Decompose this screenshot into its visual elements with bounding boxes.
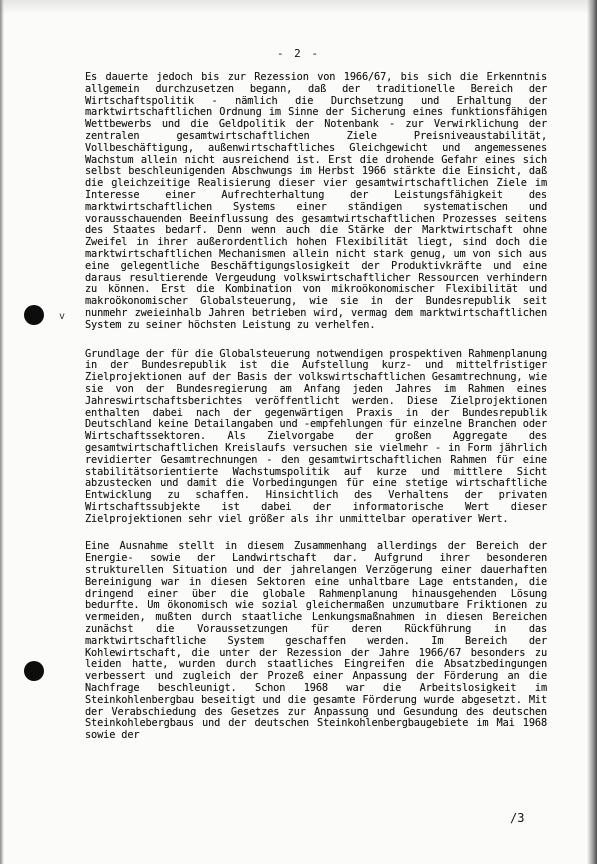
paragraph-1: Es dauerte jedoch bis zur Rezession von 1966/67, bis sich die Erkenntnis allgemein durchzusetzen begann, daß der traditionelle Bereich der Wirtschaftspolitik - nämlich die Durchsetzung und Erhaltung der marktwirtschaftlichen Ordnung im Sinne der Sicherung eines funktionsfähigen Wettbewerbs und die Geldpolitik der Notenbank - zur Verwirklichung der zentralen gesamtwirtschaftlichen Ziele Preisniveaustabilität, Vollbeschäftigung, außenwirtschaftliches Gleichgewicht und angemessenes Wachstum allein nicht ausreichend ist. Erst die drohende Gefahr eines sich selbst beschleunigenden Abschwungs im Herbst 1966 stärkte die Einsicht, daß die gleichzeitige Realisierung dieser vier gesamtwirtschaftlichen Ziele im Interesse einer Aufrechterhaltung der Leistungsfähigkeit des marktwirtschaftlichen Systems einer ständigen systematischen und vorausschauenden Beeinflussung des gesamtwirtschaftlichen Prozesses seitens des Staates bedarf. Denn wenn auch die Stärke der Marktwirtschaft ohne Zweifel in ihrer außerordentlich hohen Flexibilität liegt, sind doch die marktwirtschaftlichen Mechanismen allein nicht stark genug, um von sich aus eine gelegentliche Beschäftigungslosigkeit der Produktivkräfte und eine daraus resultierende Vergeudung volkswirtschaftlicher Ressourcen verhindern zu können. Erst die Kombination von mikroökonomischer Flexibilität und makroökonomischer Globalsteuerung, wie sie in der Bundesrepublik seit nunmehr zweieinhalb Jahren betrieben wird, vermag dem marktwirtschaftlichen System zu seiner höchsten Leistung zu verhelfen. (85, 71, 547, 331)
margin-mark: v (59, 311, 66, 322)
punch-hole-icon (24, 661, 44, 681)
scan-shadow-right (587, 0, 597, 864)
paragraph-3: Eine Ausnahme stellt in diesem Zusammenhang allerdings der Bereich der Energie- sowie der Landwirtschaft dar. Aufgrund ihrer besonderen strukturellen Situation und der jahrelangen Verzögerung einer dauerhaften Bereinigung war in diesen Sektoren eine unhaltbare Lage entstanden, die dringend einer über die globale Rahmenplanung hinausgehenden Lösung bedurfte. Um ökonomisch wie sozial gleichermaßen unzumutbare Friktionen zu vermeiden, mußten durch staatliche Lenkungsmaßnahmen in diesen Bereichen zunächst die Voraussetzungen für deren Rückführung in das marktwirtschaftliche System geschaffen werden. Im Bereich der Kohlewirtschaft, die unter der Rezession der Jahre 1966/67 besonders zu leiden hatte, wurden durch staatliches Eingreifen die Absatzbedingungen verbessert und zugleich der Prozeß einer Anpassung der Förderung an die Nachfrage beschleunigt. Schon 1968 war die Arbeitslosigkeit im Steinkohlenbergbau beseitigt und die gesamte Förderung wurde abgesetzt. Mit der Verabschiedung des Gesetzes zur Anpassung und Gesundung des deutschen Steinkohlebergbaus und der deutschen Steinkohlenbergbaugebiete im Mai 1968 sowie der (85, 540, 547, 742)
continuation-marker: /3 (510, 811, 525, 825)
scan-shadow-left (0, 0, 4, 864)
body-text (85, 72, 547, 759)
page-number: - 2 - (276, 47, 321, 60)
paragraph-2: Grundlage der für die Globalsteuerung notwendigen prospektiven Rahmenplanung in der Bundesrepublik ist die Aufstellung kurz- und mittelfristiger Zielprojektionen auf der Basis der volkswirtschaftlichen Gesamtrechnung, wie sie von der Bundesregierung am Anfang jeden Jahres im Rahmen eines Jahreswirtschaftsberichtes veröffentlicht werden. Diese Zielprojektionen enthalten dabei nach der gegenwärtigen Praxis in der Bundesrepublik Deutschland keine Detailangaben und -empfehlungen für einzelne Branchen oder Wirtschaftssektoren. Als Zielvorgabe der großen Aggregate des gesamtwirtschaftlichen Kreislaufs versuchen sie vielmehr - in Form jährlich revidierter Gesamtrechnungen - den gesamtwirtschaftlichen Rahmen für eine stabilitätsorientierte Wachstumspolitik auf kurze und mittlere Sicht abzustecken und damit die Vorbedingungen für eine stetige wirtschaftliche Entwicklung zu schaffen. Hinsichtlich des Verhaltens der privaten Wirtschaftssubjekte ist dabei der informatorische Wert dieser Zielprojektionen sehr viel größer als ihr unmittelbar operativer Wert. (85, 347, 547, 525)
punch-hole-icon (24, 305, 44, 325)
scan-shadow-top (0, 0, 597, 14)
